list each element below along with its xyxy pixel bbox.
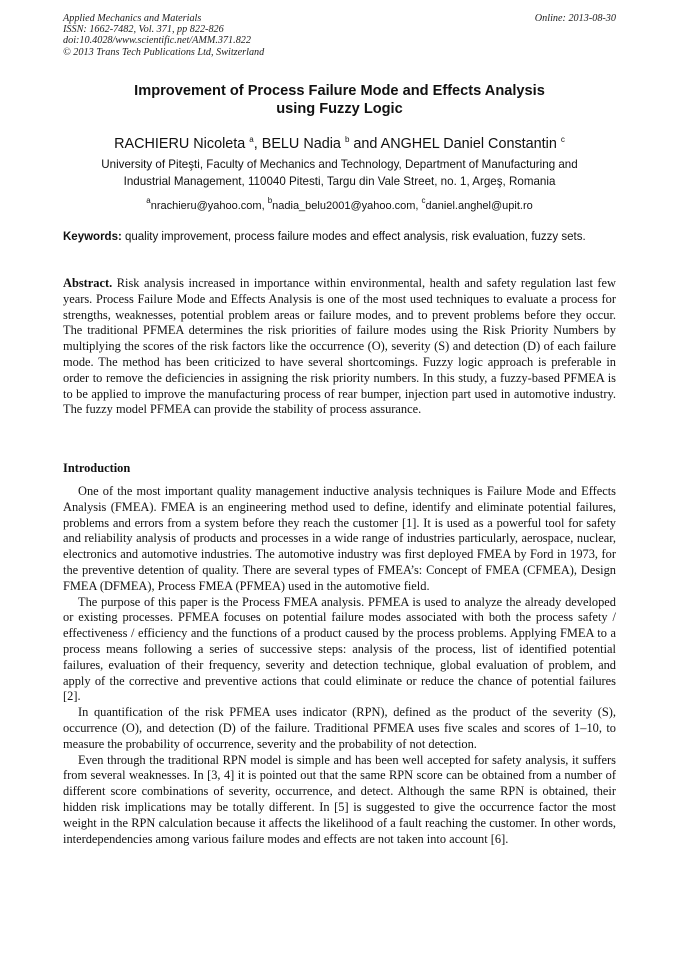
author-mark: a bbox=[249, 135, 254, 144]
keywords-text: quality improvement, process failure modes and effect analysis, risk evaluation, fuzzy sets. bbox=[125, 231, 586, 243]
doi-line: doi:10.4028/www.scientific.net/AMM.371.822 bbox=[63, 35, 251, 47]
keywords-label: Keywords: bbox=[63, 231, 122, 243]
author-separator: , bbox=[253, 136, 262, 152]
author-separator: and bbox=[349, 136, 381, 152]
author-name: BELU Nadia bbox=[261, 136, 341, 152]
affiliation-line-1: University of Piteşti, Faculty of Mechanics and Technology, Department of Manufacturing and bbox=[101, 158, 578, 171]
issn-line: ISSN: 1662-7482, Vol. 371, pp 822-826 bbox=[63, 24, 224, 36]
copyright-line: © 2013 Trans Tech Publications Ltd, Switzerland bbox=[63, 46, 265, 58]
email-mark: a bbox=[146, 196, 151, 205]
email-link[interactable]: daniel.anghel@upit.ro bbox=[425, 200, 533, 212]
author-list bbox=[63, 131, 616, 153]
abstract-text: Risk analysis increased in importance within environmental, health and safety regulation last few years. Process Failure Mode and Effects Analysis is one of the most used techniques to evaluate a process for strengths, weaknesses, potential problem areas or failure modes, and to prevent problems before they occur. The traditional PFMEA determines the risk priorities of failure modes using the Risk Priority Numbers by multiplying the scores of the risk factors like the occurrence (O), severity (S) and detection (D) of each failure mode. The method has been criticized to have several shortcomings. Fuzzy logic approach is preferable in order to remove the deficiencies in assigning the risk priority numbers. In this study, a fuzzy-based PFMEA is to be applied to improve the manufacturing process of rear bumper, injection part used in automotive industry. The fuzzy model PFMEA can provide the stability of process assurance. bbox=[63, 276, 616, 417]
paragraph: In quantification of the risk PFMEA uses indicator (RPN), defined as the product of the severity (S), occurrence (O), and detection (D) of the failure. Traditional PFMEA uses five scales and scores of 1–10, to measure the probability of occurrence, severity and the probability of not detection. bbox=[63, 705, 616, 751]
author-name: ANGHEL Daniel Constantin bbox=[380, 136, 557, 152]
title-line-1: Improvement of Process Failure Mode and Effects Analysis bbox=[134, 83, 545, 99]
journal-name: Applied Mechanics and Materials bbox=[63, 13, 202, 24]
title-line-2: using Fuzzy Logic bbox=[276, 101, 403, 117]
paragraph: The purpose of this paper is the Process FMEA analysis. PFMEA is used to analyze the already developed or existing processes. PFMEA focuses on potential failure modes associated with both the process safety / effectiveness / efficiency and the functions of a product caused by the process problems. Applying FMEA to a process means following a series of successive steps: analysis of the process, list of identified potential failures, evaluation of their frequency, severity and detection technique, global evaluation of problem, and apply of the corrective and preventive actions that could eliminate or reduce the chance of potential failures [2]. bbox=[63, 594, 616, 704]
affiliation-line-2: Industrial Management, 110040 Pitesti, Targu din Vale Street, no. 1, Argeş, Romania bbox=[123, 175, 556, 188]
email-list: $^a$nrachieru@yahoo.com, $^b$nadia_belu2001@yahoo.com, $^c$daniel.anghel@upit.ro bbox=[146, 196, 533, 212]
email-link[interactable]: nrachieru@yahoo.com bbox=[150, 200, 262, 212]
paper-title bbox=[63, 82, 616, 118]
abstract-label: Abstract. bbox=[63, 276, 113, 290]
keywords-section bbox=[63, 229, 616, 245]
affiliation bbox=[63, 156, 616, 190]
email-mark: c bbox=[421, 196, 426, 205]
online-date: Online: 2013-08-30 bbox=[534, 13, 616, 24]
author-name: RACHIERU Nicoleta bbox=[114, 136, 246, 152]
introduction-body bbox=[63, 484, 616, 847]
email-mark: b bbox=[267, 196, 273, 205]
paragraph: Even through the traditional RPN model is simple and has been well accepted for safety analysis, it suffers from several weaknesses. In [3, 4] it is pointed out that the same RPN score can be obtained from a number of different score combinations of severity, occurrence, and detect. Although the same RPN is obtained, their hidden risk implications may be totally different. In [5] is suggested to give the occurrence factor the most weight in the RPN calculation because it affects the likelihood of a fault reaching the customer. In other words, interdependencies among various failure modes and effects are not taken into account [6]. bbox=[63, 752, 616, 846]
author-mark: b bbox=[344, 135, 350, 144]
abstract-section bbox=[63, 276, 616, 418]
email-link[interactable]: nadia_belu2001@yahoo.com bbox=[272, 200, 416, 212]
author-mark: c bbox=[560, 135, 565, 144]
section-heading: Introduction bbox=[63, 461, 131, 475]
journal-header bbox=[63, 13, 616, 58]
paragraph: One of the most important quality management inductive analysis techniques is Failure Mode and Effects Analysis (FMEA). FMEA is an engineering method used to define, identify and eliminate potential failures, problems and errors from a system before they reach the customer [1]. It is used as a powerful tool for safety and reliability analysis of products and processes in a wide range of industries particularly, aerospace, nuclear, electronics and automotive industries. The automotive industry was first deployed FMEA by Ford in 1973, for the preventive detention of quality. There are several types of FMEA’s: Concept of FMEA (CFMEA), Design FMEA (DFMEA), Process FMEA (PFMEA) used in the automotive field. bbox=[63, 484, 616, 593]
